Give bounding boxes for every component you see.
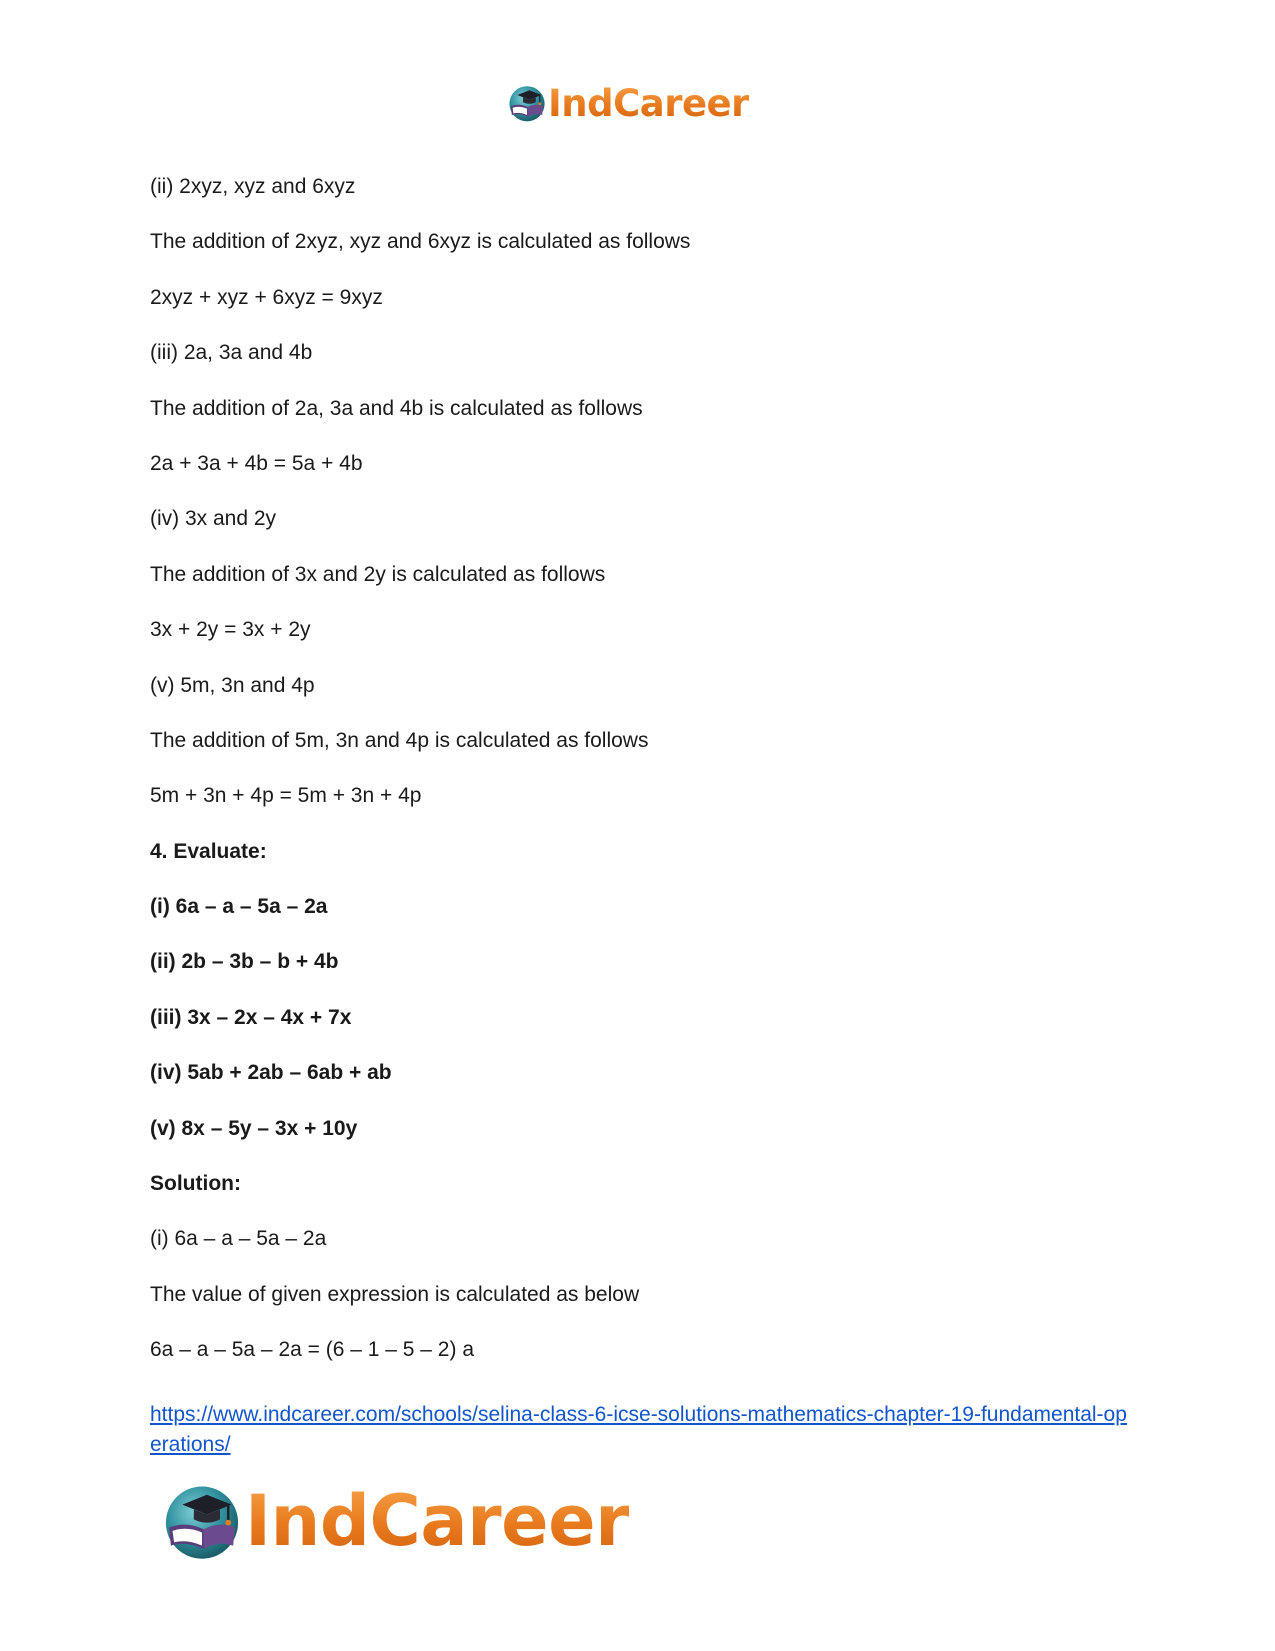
header-logo-text: IndCareer	[548, 81, 749, 125]
text-line: The addition of 5m, 3n and 4p is calculated as follows	[150, 728, 649, 752]
text-line: The addition of 2xyz, xyz and 6xyz is calculated as follows	[150, 230, 691, 254]
text-line: The addition of 3x and 2y is calculated as follows	[150, 562, 606, 586]
source-link[interactable]: https://www.indcareer.com/schools/selina-class-6-icse-solutions-mathematics-chapter-19-fundamental-operations/	[150, 1403, 1127, 1456]
text-line: 2xyz + xyz + 6xyz = 9xyz	[150, 285, 383, 309]
text-line: 6a – a – 5a – 2a = (6 – 1 – 5 – 2) a	[150, 1338, 474, 1362]
text-line: The addition of 2a, 3a and 4b is calculated as follows	[150, 396, 643, 420]
document-body	[150, 174, 1130, 1393]
graduation-globe-book-icon	[507, 83, 547, 123]
bold-text-line: (v) 8x – 5y – 3x + 10y	[150, 1116, 358, 1140]
text-line: 5m + 3n + 4p = 5m + 3n + 4p	[150, 784, 422, 808]
graduation-globe-book-icon	[161, 1480, 243, 1562]
text-line: (i) 6a – a – 5a – 2a	[150, 1227, 327, 1251]
bold-text-line: (ii) 2b – 3b – b + 4b	[150, 950, 339, 974]
bold-text-line: (iii) 3x – 2x – 4x + 7x	[150, 1005, 352, 1029]
bold-text-line: (i) 6a – a – 5a – 2a	[150, 895, 328, 919]
text-line: (iii) 2a, 3a and 4b	[150, 341, 313, 365]
bold-text-line: 4. Evaluate:	[150, 839, 267, 863]
header-logo	[507, 78, 749, 128]
bold-text-line: Solution:	[150, 1172, 241, 1196]
text-line: 3x + 2y = 3x + 2y	[150, 618, 311, 642]
bold-text-line: (iv) 5ab + 2ab – 6ab + ab	[150, 1061, 392, 1085]
text-line: (ii) 2xyz, xyz and 6xyz	[150, 175, 356, 198]
text-line: 2a + 3a + 4b = 5a + 4b	[150, 451, 363, 475]
footer-logo	[161, 1478, 629, 1564]
text-line: (v) 5m, 3n and 4p	[150, 673, 315, 697]
text-line: (iv) 3x and 2y	[150, 507, 277, 531]
footer-logo-text: IndCareer	[245, 1480, 630, 1562]
text-line: The value of given expression is calculated as below	[150, 1282, 640, 1306]
